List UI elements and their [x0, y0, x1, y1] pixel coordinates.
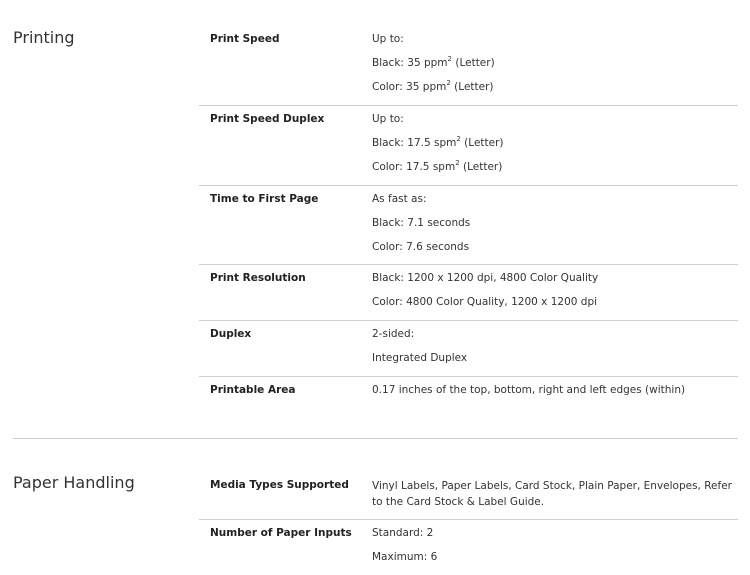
spec-value-line: Color: 35 ppm$^2$ (Letter) [372, 79, 494, 93]
spec-label: Printable Area [210, 384, 296, 396]
spec-value-line: Black: 1200 x 1200 dpi, 4800 Color Quality [372, 272, 599, 284]
spec-row-print-resolution [199, 265, 738, 321]
spec-row-print-speed-duplex [199, 106, 738, 186]
spec-value-line: Black: 35 ppm$^2$ (Letter) [372, 55, 495, 69]
spec-value-line: Vinyl Labels, Paper Labels, Card Stock, Plain Paper, Envelopes, Refer to the Card Stock & Label Guide. [372, 479, 732, 508]
spec-value-line: Color: 4800 Color Quality, 1200 x 1200 dpi [372, 296, 598, 308]
spec-row-number-of-paper-inputs [199, 520, 738, 566]
spec-label: Duplex [210, 328, 252, 340]
spec-label: Print Speed Duplex [210, 113, 325, 125]
spec-value-line: Integrated Duplex [372, 352, 468, 364]
spec-values [372, 384, 732, 408]
spec-values [372, 527, 732, 575]
spec-value-line: Black: 17.5 spm$^2$ (Letter) [372, 135, 504, 149]
spec-value-line: 0.17 inches of the top, bottom, right and left edges (within) [372, 384, 686, 396]
spec-value-line: Standard: 2 [372, 527, 434, 539]
spec-row-time-to-first-page [199, 186, 738, 265]
spec-label: Print Resolution [210, 272, 306, 284]
spec-value-line: Maximum: 6 [372, 551, 438, 563]
spec-value-line: Up to: [372, 33, 404, 45]
section-title-printing: Printing [13, 28, 75, 47]
spec-row-print-speed [199, 26, 738, 106]
spec-row-printable-area [199, 377, 738, 417]
spec-value-line: Color: 7.6 seconds [372, 241, 470, 253]
spec-row-duplex [199, 321, 738, 377]
printing-spec-table [199, 26, 738, 417]
spec-value-line: 2-sided: [372, 328, 415, 340]
section-divider [13, 438, 738, 439]
spec-value-line: As fast as: [372, 193, 427, 205]
section-title-paper-handling: Paper Handling [13, 473, 135, 492]
spec-values [372, 479, 732, 521]
spec-value-line: Black: 7.1 seconds [372, 217, 471, 229]
spec-values [372, 113, 732, 185]
spec-values [372, 328, 732, 376]
spec-label: Print Speed [210, 33, 280, 45]
spec-values [372, 193, 732, 265]
spec-row-media-types-supported [199, 472, 738, 520]
spec-values [372, 33, 732, 105]
spec-value-line: Up to: [372, 113, 404, 125]
spec-label: Number of Paper Inputs [210, 527, 352, 539]
spec-label: Media Types Supported [210, 479, 349, 491]
spec-label: Time to First Page [210, 193, 319, 205]
spec-value-line: Color: 17.5 spm$^2$ (Letter) [372, 159, 503, 173]
paper-handling-spec-table [199, 472, 738, 566]
spec-values [372, 272, 732, 320]
